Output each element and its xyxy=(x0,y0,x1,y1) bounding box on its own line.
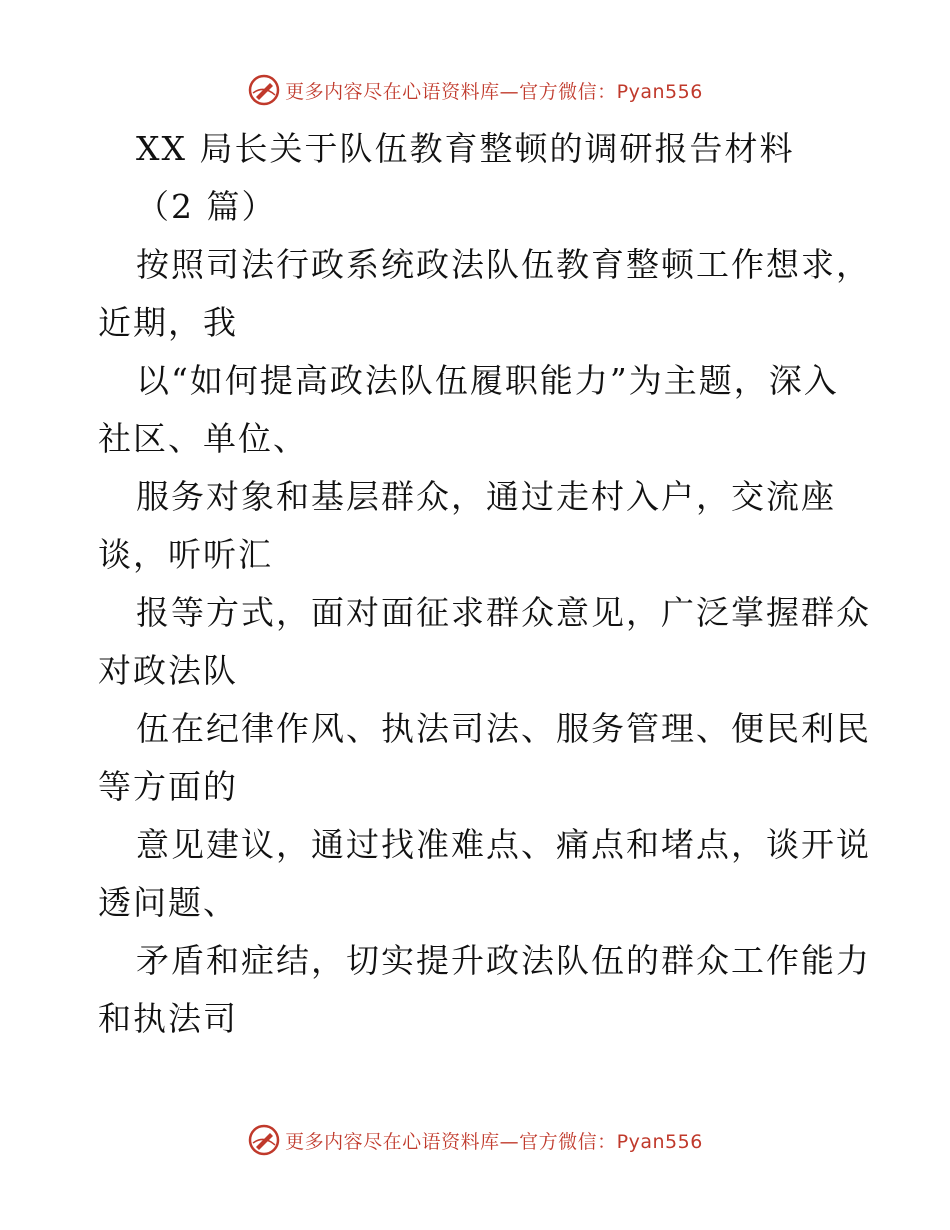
header-watermark xyxy=(0,70,950,110)
paragraph-line: 等方面的 xyxy=(98,767,238,806)
paragraph-line: 近期，我 xyxy=(98,303,238,342)
paragraph-line: 服务对象和基层群众，通过走村入户，交流座 xyxy=(136,477,836,516)
paragraph-line: 透问题、 xyxy=(98,883,238,922)
paragraph-line: 社区、单位、 xyxy=(98,419,308,458)
paragraph-line: 伍在纪律作风、执法司法、服务管理、便民利民 xyxy=(136,709,871,748)
paragraph-line: 对政法队 xyxy=(98,651,238,690)
paragraph-line: 以“如何提高政法队伍履职能力”为主题，深入 xyxy=(136,361,839,400)
document-subtitle: （2 篇） xyxy=(136,187,277,226)
footer-watermark-text: 更多内容尽在心语资料库—官方微信：Pyan556 xyxy=(285,1130,703,1153)
document-body xyxy=(98,120,871,1048)
footer-watermark xyxy=(0,1120,950,1160)
paragraph-line: 意见建议，通过找准难点、痛点和堵点，谈开说 xyxy=(136,825,871,864)
document-title: XX 局长关于队伍教育整顿的调研报告材料 xyxy=(136,129,795,168)
header-watermark-text: 更多内容尽在心语资料库—官方微信：Pyan556 xyxy=(285,80,703,103)
quill-pen-logo-icon xyxy=(247,73,281,107)
paragraph-line: 谈，听听汇 xyxy=(98,535,273,574)
paragraph-line: 按照司法行政系统政法队伍教育整顿工作想求， xyxy=(136,245,871,284)
paragraph-line: 矛盾和症结，切实提升政法队伍的群众工作能力 xyxy=(136,941,871,980)
paragraph-line: 报等方式，面对面征求群众意见，广泛掌握群众 xyxy=(136,593,871,632)
paragraph-line: 和执法司 xyxy=(98,999,238,1038)
quill-pen-logo-icon xyxy=(247,1123,281,1157)
